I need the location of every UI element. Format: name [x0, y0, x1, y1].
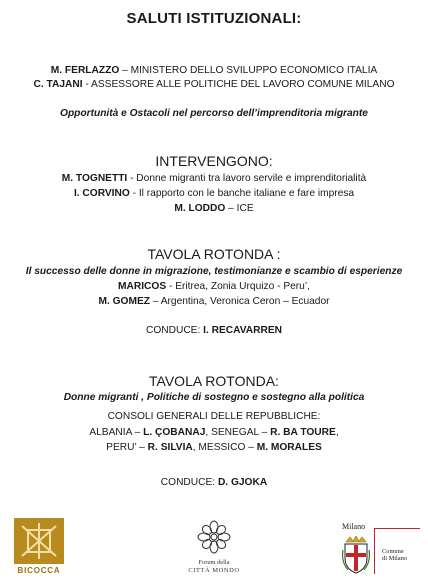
speaker-name: L. ÇOBANAJ	[143, 427, 206, 438]
country-label: ALBANIA –	[89, 427, 144, 438]
moderator-name: I. RECAVARREN	[203, 325, 283, 336]
speaker-name: M. GOMEZ	[98, 296, 150, 307]
tavola1-line-1	[0, 281, 428, 292]
speaker-topic: – ICE	[225, 203, 254, 214]
speaker-role: – MINISTERO DELLO SVILUPPO ECONOMICO ITALIA	[119, 65, 378, 76]
speaker-name: MARICOS	[118, 281, 167, 292]
bicocca-logo	[14, 518, 64, 580]
tavola1-conduce	[0, 325, 428, 336]
tavola1-subtitle: Il successo delle donne in migrazione, testimonianze e scambio di esperienze	[25, 266, 403, 277]
separator: ,	[335, 427, 339, 438]
conduce-label: CONDUCE:	[160, 477, 218, 488]
speaker-name: M. TOGNETTI	[61, 173, 128, 184]
tavola2-title: TAVOLA ROTONDA:	[149, 373, 279, 389]
bicocca-emblem-icon	[14, 518, 64, 564]
speaker-topic: - Donne migranti tra lavoro servile e imprenditorialità	[127, 173, 367, 184]
milano-sub-line-1: Comune	[382, 548, 404, 555]
milano-sub-line-2: di Milano	[382, 555, 408, 563]
intervengono-title: INTERVENGONO:	[155, 153, 273, 169]
speaker-role: - ASSESSORE ALLE POLITICHE DEL LAVORO COMUNE MILANO	[82, 79, 395, 90]
comune-milano-logo	[336, 522, 420, 580]
tavola2-subtitle: Donne migranti , Politiche di sostegno e sostegno alla politica	[63, 392, 365, 403]
milano-rule-vertical	[374, 528, 375, 574]
saluti-line-1	[0, 65, 428, 76]
speaker-name: I. CORVINO	[73, 188, 130, 199]
intervengono-line-2	[0, 188, 428, 199]
tavola2-conduce	[0, 477, 428, 488]
tavola2-consoli: CONSOLI GENERALI DELLE REPUBBLICHE:	[107, 411, 321, 422]
tavola1-line-2	[0, 296, 428, 307]
speaker-name: C. TAJANI	[33, 79, 83, 90]
speaker-name: R. SILVIA	[147, 442, 193, 453]
milano-rule-horizontal	[374, 528, 420, 529]
speaker-name: M. MORALES	[256, 442, 322, 453]
tavola2-line-1	[0, 427, 428, 438]
moderator-name: D. GJOKA	[217, 477, 268, 488]
saluti-subtitle: Opportunità e Ostacoli nel percorso dell’imprenditoria migrante	[60, 108, 368, 119]
conduce-label: CONDUCE:	[145, 325, 204, 336]
intervengono-line-1	[0, 173, 428, 184]
speaker-name: M. LODDO	[174, 203, 226, 214]
milano-title: Milano	[342, 522, 366, 531]
forum-citta-mondo-logo	[182, 520, 246, 584]
page-title: SALUTI ISTITUZIONALI:	[126, 10, 302, 27]
speaker-country: - Eritrea, Zonia Urquizo - Peru’,	[166, 281, 310, 292]
forum-flower-icon	[197, 520, 231, 554]
milano-subtitle	[382, 548, 407, 563]
country-label: , MESSICO –	[192, 442, 257, 453]
speaker-name: M. FERLAZZO	[50, 65, 120, 76]
speaker-name: R. BA TOURE	[270, 427, 336, 438]
intervengono-line-3	[0, 203, 428, 214]
saluti-line-2	[0, 79, 428, 90]
country-label: PERU’ –	[106, 442, 148, 453]
tavola2-line-2	[0, 442, 428, 453]
speaker-topic: - Il rapporto con le banche italiane e fare impresa	[129, 188, 355, 199]
milano-coat-of-arms-icon	[342, 536, 370, 574]
country-label: , SENEGAL –	[205, 427, 271, 438]
tavola1-title: TAVOLA ROTONDA :	[147, 246, 281, 262]
forum-line-2: CITTÀ MONDO	[188, 566, 240, 574]
speaker-country: – Argentina, Veronica Ceron – Ecuador	[149, 296, 330, 307]
bicocca-caption: BICOCCA	[17, 566, 61, 575]
forum-line-1: Forum della	[198, 559, 230, 566]
